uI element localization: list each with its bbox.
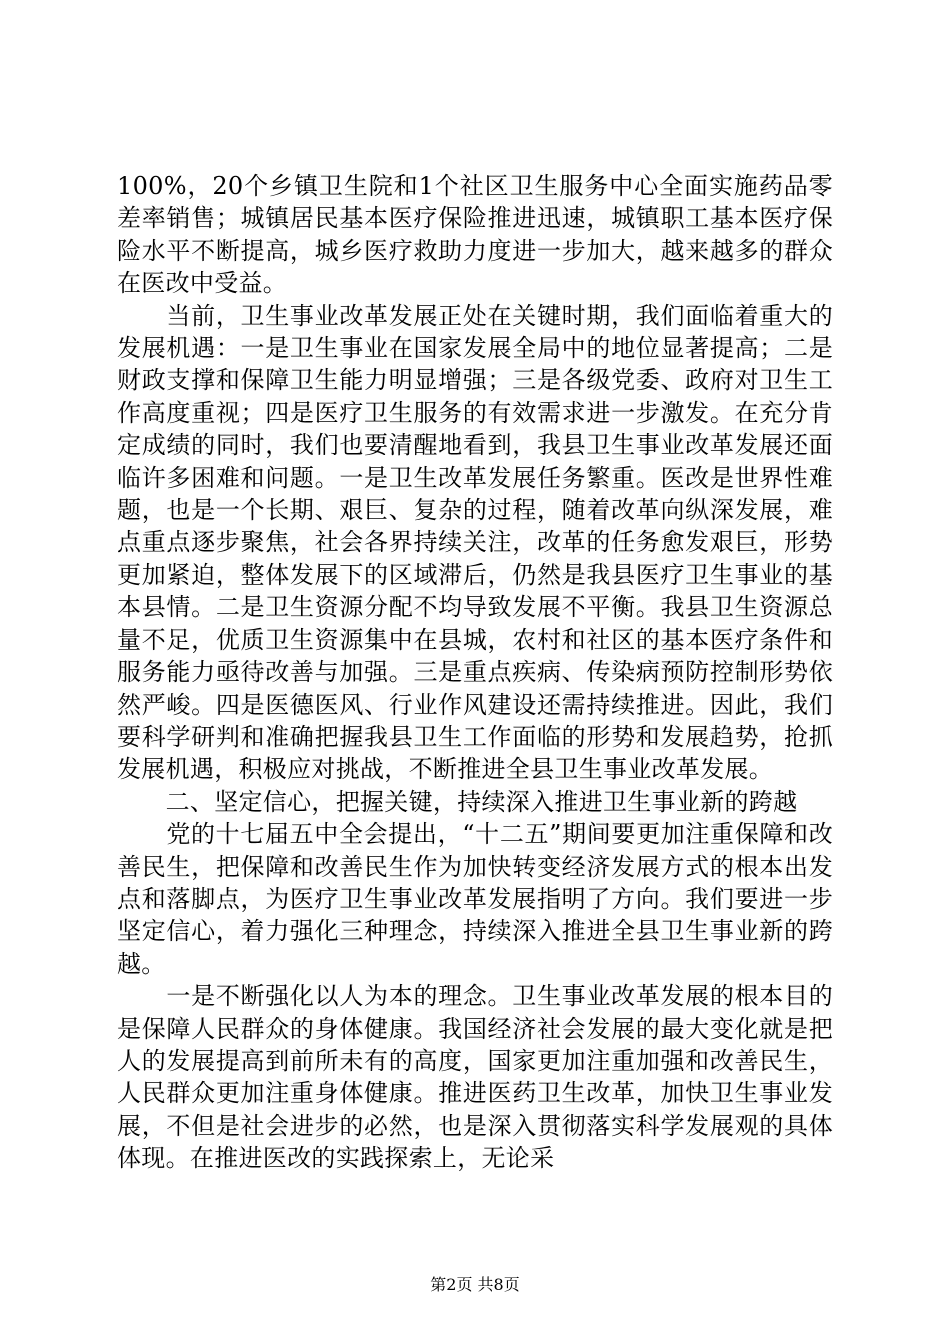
section-heading: 二、坚定信心，把握关键，持续深入推进卫生事业新的跨越	[117, 787, 798, 816]
paragraph-confidence: 党的十七届五中全会提出，“十二五”期间要更加注重保障和改善民生，把保障和改善民生作为加快转变经济发展方式的根本出发点和落脚点，为医疗卫生事业改革发展指明了方向。我们要进一步坚定信心，着力强化三种理念，持续深入推进全县卫生事业新的跨越。	[117, 820, 833, 978]
document-body	[117, 170, 833, 1175]
page-number-footer: 第2页 共8页	[430, 1275, 520, 1294]
paragraph-people-oriented: 一是不断强化以人为本的理念。卫生事业改革发展的根本目的是保障人民群众的身体健康。我国经济社会发展的最大变化就是把人的发展提高到前所未有的高度，国家更加注重加强和改善民生，人民群众更加注重身体健康。推进医药卫生改革，加快卫生事业发展，不但是社会进步的必然，也是深入贯彻落实科学发展观的具体体现。在推进医改的实践探索上，无论采	[117, 982, 833, 1173]
paragraph-continuation: 100%，20个乡镇卫生院和1个社区卫生服务中心全面实施药品零差率销售；城镇居民基本医疗保险推进迅速，城镇职工基本医疗保险水平不断提高，城乡医疗救助力度进一步加大，越来越多的群众在医改中受益。	[117, 172, 833, 298]
paragraph-current-situation: 当前，卫生事业改革发展正处在关键时期，我们面临着重大的发展机遇：一是卫生事业在国家发展全局中的地位显著提高；二是财政支撑和保障卫生能力明显增强；三是各级党委、政府对卫生工作高度重视；四是医疗卫生服务的有效需求进一步激发。在充分肯定成绩的同时，我们也要清醒地看到，我县卫生事业改革发展还面临许多困难和问题。一是卫生改革发展任务繁重。医改是世界性难题，也是一个长期、艰巨、复杂的过程，随着改革向纵深发展，难点重点逐步聚焦，社会各界持续关注，改革的任务愈发艰巨，形势更加紧迫，整体发展下的区域滞后，仍然是我县医疗卫生事业的基本县情。二是卫生资源分配不均导致发展不平衡。我县卫生资源总量不足，优质卫生资源集中在县城，农村和社区的基本医疗条件和服务能力亟待改善与加强。三是重点疾病、传染病预防控制形势依然严峻。四是医德医风、行业作风建设还需持续推进。因此，我们要科学研判和准确把握我县卫生工作面临的形势和发展趋势，抢抓发展机遇，积极应对挑战，不断推进全县卫生事业改革发展。	[117, 301, 833, 784]
